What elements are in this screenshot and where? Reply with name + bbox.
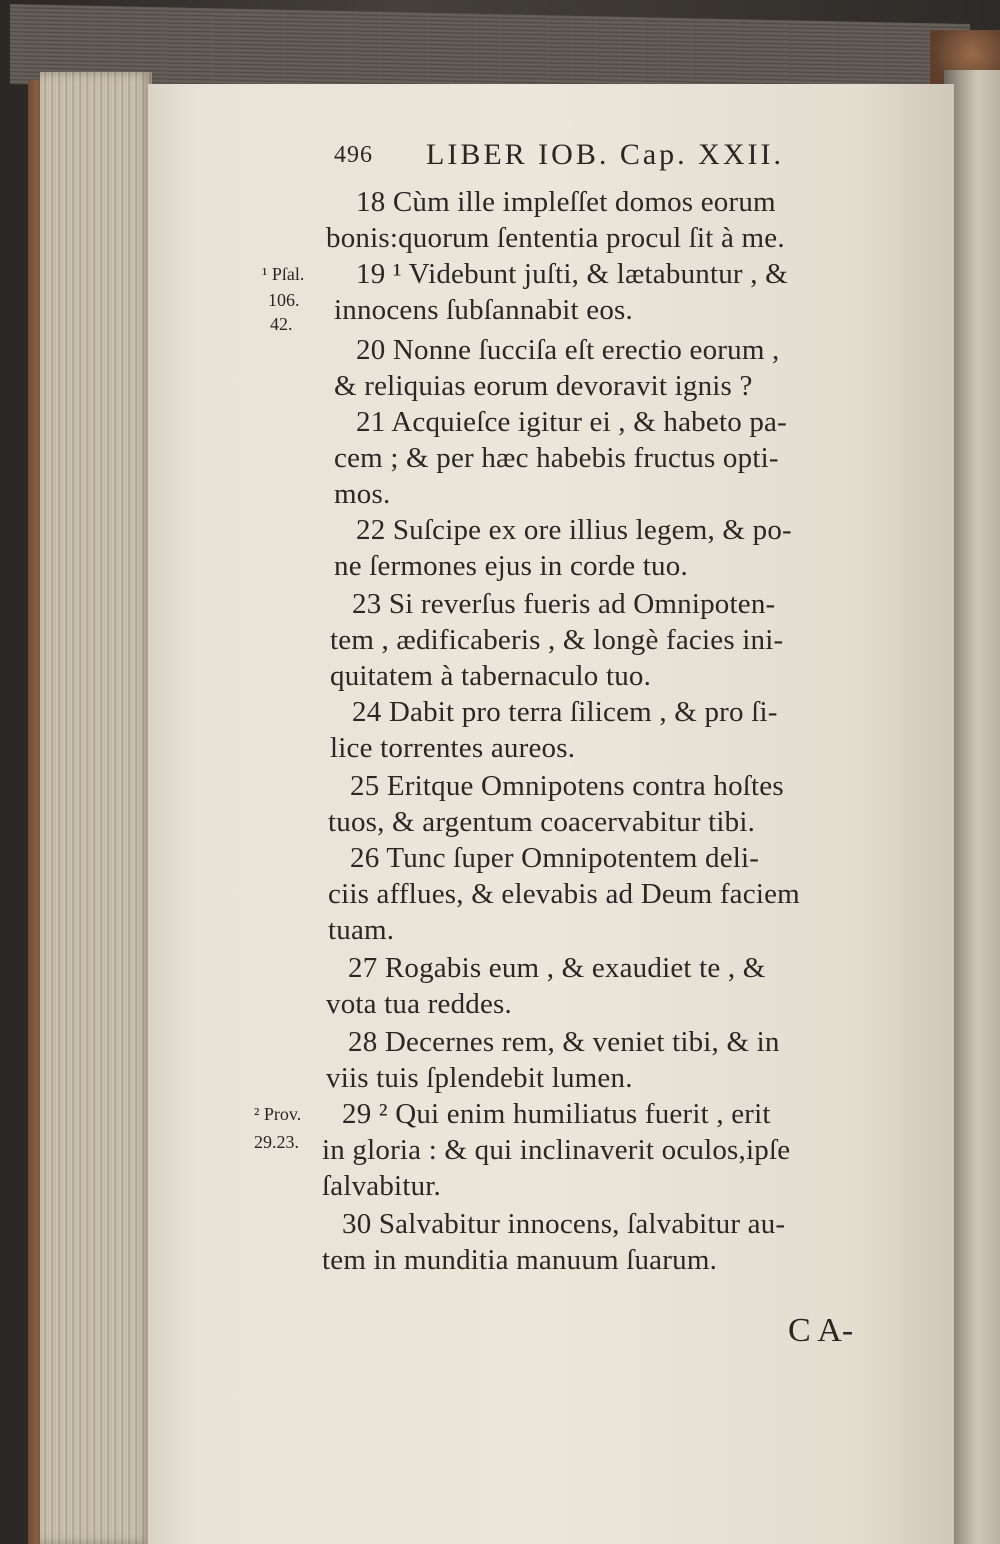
text-line: tem , ædificaberis , & longè facies ini- (330, 624, 784, 656)
text-line: 25 Eritque Omnipotens contra hoſtes (350, 770, 784, 802)
text-line: 29 ² Qui enim humiliatus fuerit , erit (342, 1098, 771, 1130)
text-line: quitatem à tabernaculo tuo. (330, 660, 652, 692)
margin-note-proverbs: 29.23. (254, 1132, 299, 1152)
text-line: in gloria : & qui inclinaverit oculos,ipſe (322, 1134, 791, 1166)
text-line: ne ſermones ejus in corde tuo. (334, 550, 688, 582)
text-line: innocens ſubſannabit eos. (334, 294, 633, 326)
text-line: 23 Si reverſus fueris ad Omnipoten- (352, 588, 776, 620)
text-line: 18 Cùm ille impleſſet domos eorum (356, 186, 776, 218)
text-line: 20 Nonne ſucciſa eſt erectio eorum , (356, 334, 780, 366)
text-line: tem in munditia manuum ſuarum. (322, 1244, 718, 1276)
margin-note-psalm: 42. (270, 314, 293, 334)
text-line: ſalvabitur. (322, 1170, 441, 1202)
text-line: viis tuis ſplendebit lumen. (326, 1062, 633, 1094)
text-line: 27 Rogabis eum , & exaudiet te , & (348, 952, 766, 984)
running-title: LIBER IOB. Cap. XXII. (426, 138, 784, 171)
text-line: mos. (334, 478, 391, 510)
catchword: C A- (788, 1312, 854, 1349)
text-line: 19 ¹ Videbunt juſti, & lætabuntur , & (356, 258, 788, 290)
text-line: lice torrentes aureos. (330, 732, 576, 764)
text-line: 26 Tunc ſuper Omnipotentem deli- (350, 842, 760, 874)
text-line: cem ; & per hæc habebis fructus opti- (334, 442, 779, 474)
text-line: tuam. (328, 914, 395, 946)
text-line: tuos, & argentum coacervabitur tibi. (328, 806, 756, 838)
running-header (334, 138, 874, 178)
text-line: 28 Decernes rem, & veniet tibi, & in (348, 1026, 780, 1058)
text-line: & reliquias eorum devoravit ignis ? (334, 370, 753, 402)
text-line: 22 Suſcipe ex ore illius legem, & po- (356, 514, 792, 546)
text-line: 21 Acquieſce igitur ei , & habeto pa- (356, 406, 787, 438)
text-line: 30 Salvabitur innocens, ſalvabitur au- (342, 1208, 786, 1240)
page-stack-edges (40, 72, 152, 1544)
text-line: 24 Dabit pro terra ſilicem , & pro ſi- (352, 696, 778, 728)
text-line: ciis afflues, & elevabis ad Deum faciem (328, 878, 800, 910)
text-line: bonis:quorum ſententia procul ſit à me. (326, 222, 785, 254)
margin-note-proverbs: ² Prov. (254, 1104, 302, 1124)
text-line: vota tua reddes. (326, 988, 512, 1020)
margin-note-psalm: 106. (268, 290, 300, 310)
margin-note-psalm: ¹ Pſal. (262, 264, 305, 284)
page-number: 496 (334, 142, 373, 168)
